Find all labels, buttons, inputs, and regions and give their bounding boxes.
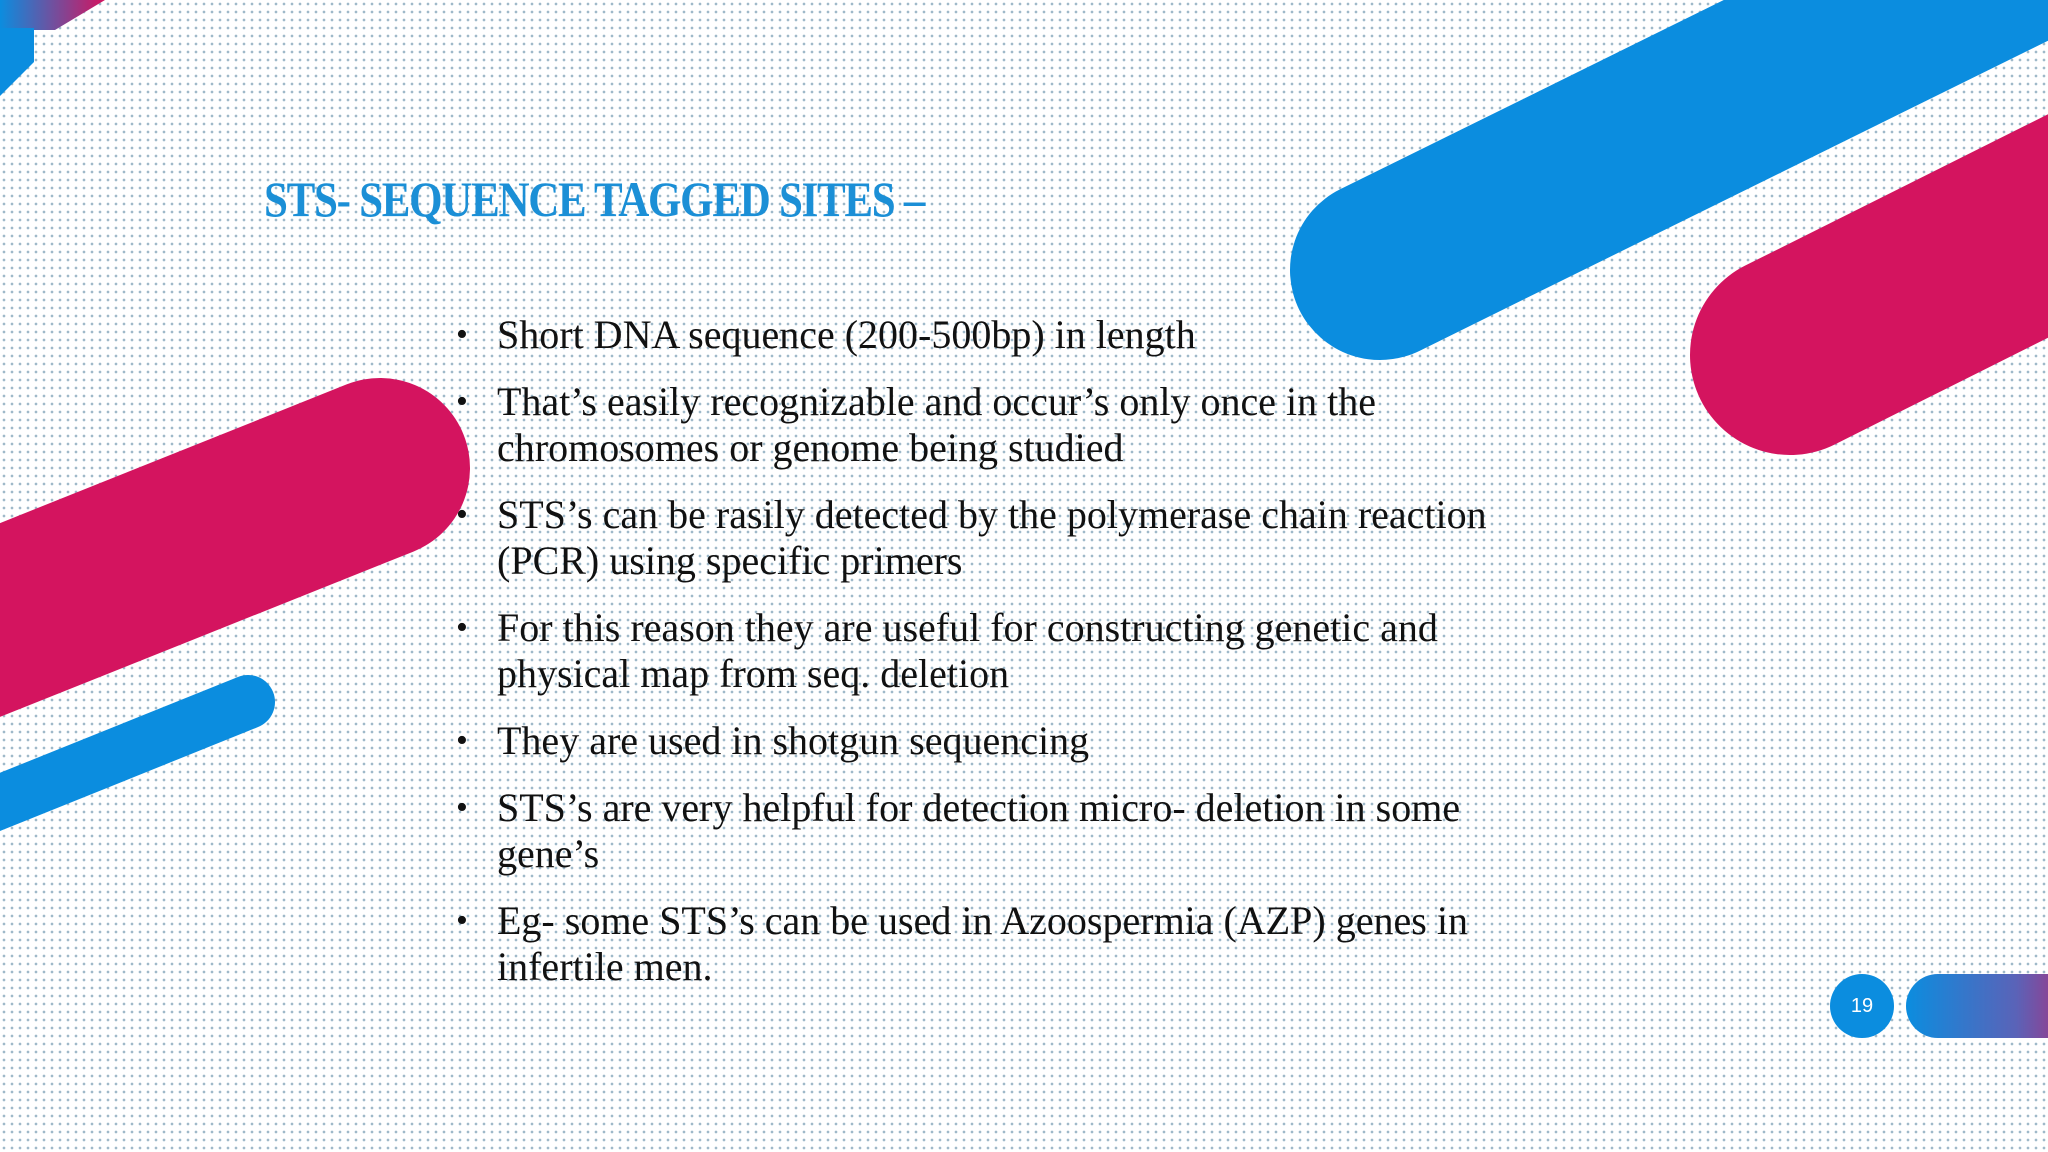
corner-accent-gradient [0,0,105,30]
page-tab-gradient [1906,974,2048,1038]
bullet-item: • STS’s can be rasily detected by the polymerase chain reaction (PCR) using specific primers [452,492,1562,584]
bullet-item: • They are used in shotgun sequencing [452,718,1562,764]
bullet-item: • For this reason they are useful for constructing genetic and physical map from seq. deletion [452,605,1562,697]
blue-pill-left [0,702,248,818]
page-number-badge: 19 [1830,974,1894,1038]
pink-pill-right [1790,150,2048,355]
bullet-list [452,312,1562,1011]
bullet-item: • Eg- some STS’s can be used in Azoospermia (AZP) genes in infertile men. [452,898,1562,990]
bullet-item: • Short DNA sequence (200-500bp) in length [452,312,1562,358]
bullet-item: • STS’s are very helpful for detection micro- deletion in some gene’s [452,785,1562,877]
pink-pill-left [0,468,380,680]
bullet-item: • That’s easily recognizable and occur’s only once in the chromosomes or genome being studied [452,379,1562,471]
corner-accent-blue [0,28,34,96]
slide-title: STS- SEQUENCE TAGGED SITES – [264,171,925,227]
